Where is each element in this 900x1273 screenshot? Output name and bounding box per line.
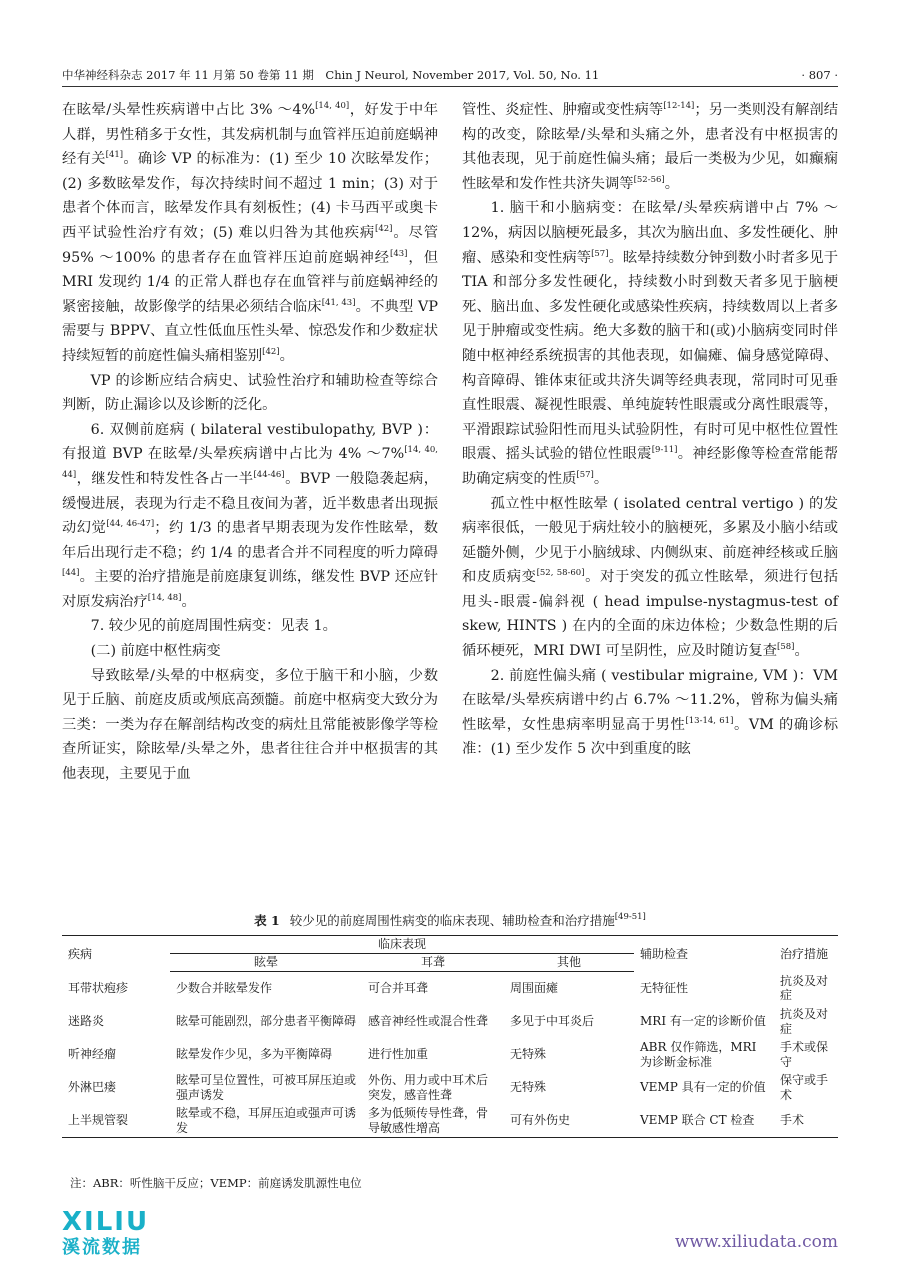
citation: [41, 43] [321, 297, 356, 308]
table-cell: 手术 [774, 1104, 838, 1138]
table-caption [62, 911, 838, 931]
table-cell: 少数合并眩晕发作 [176, 981, 273, 996]
paragraph-vp-cont: 在眩晕/头晕性疾病谱中占比 3% ～4%[14, 40]，好发于中年人群，男性稍多于女性，其发病机制与血管袢压迫前庭蜗神经有关[41]。确诊 VP 的标准为：(1) 至少 10 次眩晕发作；(2) 多数眩晕发作，每次持续时间不超过 1 min；(3) 对于患者个体而言，眩晕发作具有刻板性；(4) 卡马西平或奥卡西平试验性治疗有效；(5) 难以归咎为其他疾病[42]。尽管 95% ～100% 的患者存在血管袢压迫前庭蜗神经[43]，但 MRI 发现约 1/4 的正常人群也存在血管袢与前庭蜗神经的紧密接触，故影像学的结果必须结合临床[41, 43]。不典型 VP 需要与 BPPV、直立性低血压性头晕、惊恐发作和少数症状持续短暂的前庭性偏头痛相鉴别[42]。 [62, 101, 439, 364]
table-cell: 进行性加重 [368, 1047, 429, 1062]
column-header-hearing: 耳聋 [362, 954, 504, 972]
watermark-logo [62, 1208, 182, 1260]
column-header-treatment: 治疗措施 [774, 936, 838, 972]
citation: [14, 40] [315, 101, 350, 111]
citation: [41] [105, 150, 124, 161]
table-cell: 眩晕或不稳，耳屏压迫或强声可诱发 [170, 1104, 362, 1138]
table-cell: ABR 仅作筛选，MRI 为诊断金标准 [640, 1040, 757, 1069]
paragraph-isolated-central-vertigo: 孤立性中枢性眩晕 ( isolated central vertigo ) 的发病率很低，一般见于病灶较小的脑梗死，多累及小脑小结或延髓外侧，少见于小脑绒球、内侧纵束、前庭神经核或丘脑和皮质病变[52, 58-60]。对于突发的孤立性眩晕，须进行包括甩头-眼震-偏斜视 ( head impulse-nystagmus-test of skew, HINTS ) 在内的全面的床边体检；少数急性期的后循环梗死，MRI DWI 可呈阴性，应及时随访复查[58]。 [462, 495, 839, 660]
right-column [462, 98, 838, 762]
table-cell: 无特征性 [640, 981, 689, 995]
citation: [58] [777, 642, 795, 653]
table-cell: 手术或保守 [780, 1040, 829, 1069]
paragraph-brainstem-cerebellum: 1. 脑干和小脑病变：在眩晕/头晕疾病谱中占 7% ～12%，病因以脑梗死最多，其次为脑出血、多发性硬化、肿瘤、感染和变性病等[57]。眩晕持续数分钟到数小时者多见于 TIA 和部分多发性硬化，持续数小时到数天者多见于脑梗死、脑出血、多发性硬化或感染性疾病，持续数周以上者多见于肿瘤或变性病。绝大多数的脑干和(或)小脑病变同时伴随中枢神经系统损害的其他表现，如偏瘫、偏身感觉障碍、构音障碍、锥体束征或共济失调等经典表现，常同时可见垂直性眼震、凝视性眼震、单纯旋转性眼震或分离性眼震等，平滑跟踪试验阳性而甩头试验阴性，有时可见中枢性位置性眼震、摇头试验的错位性眼震[9-11]。神经影像等检查常能帮助确定病变的性质[57]。 [462, 200, 839, 487]
citation: [57] [591, 248, 609, 259]
page-number: · 807 · [801, 68, 838, 82]
table-cell: 外伤、用力或中耳术后突发，感音性聋 [368, 1073, 489, 1102]
paragraph-central-cont: 管性、炎症性、肿瘤或变性病等[12-14]；另一类则没有解剖结构的改变，除眩晕/头晕和头痛之外，患者没有中枢损害的其他表现，见于前庭性偏头痛；最后一类极为少见，如癫痫性眩晕和发作性共济失调等[52-56]。 [462, 101, 839, 192]
table-footnote: 注：ABR：听性脑干反应；VEMP：前庭诱发肌源性电位 [70, 1176, 362, 1190]
table-row [62, 1005, 838, 1038]
citation: [44] [62, 568, 80, 579]
paragraph-rare-peripheral: 7. 较少见的前庭周围性病变：见表 1。 [90, 618, 337, 635]
table-cell: 抗炎及对症 [780, 973, 829, 1003]
column-header-clinical: 临床表现 [170, 936, 634, 954]
citation: [14, 48] [147, 592, 182, 603]
table-cell: 无特殊 [510, 1080, 547, 1095]
journal-citation: 中华神经科杂志 2017 年 11 月第 50 卷第 11 期 Chin J Neurol, November 2017, Vol. 50, No. 11 [62, 68, 600, 82]
table-cell: 上半规管裂 [62, 1104, 170, 1138]
table-title: 较少见的前庭周围性病变的临床表现、辅助检查和治疗措施 [289, 913, 615, 928]
left-column [62, 98, 438, 787]
column-header-other: 其他 [504, 954, 634, 972]
citation: [44, 46-47] [106, 519, 155, 530]
watermark-site-url: www.xiliudata.com [674, 1232, 838, 1252]
paragraph-vp-diagnosis: VP 的诊断应结合病史、试验性治疗和辅助检查等综合判断，防止漏诊以及诊断的泛化。 [62, 372, 438, 414]
table-cell: MRI 有一定的诊断价值 [640, 1014, 766, 1029]
table-cell: 感音神经性或混合性聋 [368, 1014, 489, 1029]
citation: [57] [576, 469, 594, 480]
citation: [42] [375, 223, 393, 234]
table-cell: 外淋巴瘘 [68, 1080, 117, 1095]
citation: [49-51] [614, 912, 646, 922]
logo-wordmark: XILIU [62, 1207, 150, 1237]
table-row [62, 1071, 838, 1104]
table-cell: 耳带状疱疹 [68, 981, 129, 995]
paragraph-central-intro: 导致眩晕/头晕的中枢病变，多位于脑干和小脑，少数见于丘脑、前庭皮质或颅底高颈髓。前庭中枢病变大致分为三类：一类为存在解剖结构改变的病灶且常能被影像学等检查所证实，除眩晕/头晕之外，患者往往合并中枢损害的其他表现，主要见于血 [62, 667, 438, 783]
section-heading-central: (二) 前庭中枢性病变 [90, 643, 221, 660]
citation: [12-14] [663, 101, 695, 111]
citation: [44-46] [253, 469, 285, 480]
table-cell: 听神经瘤 [68, 1047, 117, 1062]
column-header-disease: 疾病 [62, 936, 170, 972]
table-cell: 眩晕可能剧烈，部分患者平衡障碍 [176, 1014, 357, 1029]
logo-chinese-name: 溪流数据 [62, 1237, 142, 1258]
table-cell: 多为低频传导性聋，骨导敏感性增高 [362, 1104, 504, 1138]
column-header-aux: 辅助检查 [634, 936, 774, 972]
table-cell: 保守或手术 [780, 1073, 829, 1102]
table-cell: VEMP 具有一定的价值 [640, 1080, 766, 1095]
citation: [9-11] [651, 445, 678, 456]
table-cell: 可有外伤史 [504, 1104, 634, 1138]
running-header [62, 64, 838, 87]
table-rare-peripheral-lesions [62, 935, 838, 1138]
table-cell: 可合并耳聋 [368, 981, 429, 996]
table-cell: 周围面瘫 [510, 981, 559, 996]
paragraph-bvp: 6. 双侧前庭病 ( bilateral vestibulopathy, BVP )：有报道 BVP 在眩晕/头晕疾病谱中占比为 4% ～7%[14, 40, 44]，继发性和特发性各占一半[44-46]。BVP 一般隐袭起病，缓慢进展，表现为行走不稳且夜间为著，近半数患者出现振动幻觉[44, 46-47]；约 1/3 的患者早期表现为发作性眩晕，数年后出现行走不稳；约 1/4 的患者合并不同程度的听力障碍[44]。主要的治疗措施是前庭康复训练，继发性 BVP 还应针对原发病治疗[14, 48]。 [62, 421, 438, 610]
table-cell: 眩晕可呈位置性，可被耳屏压迫或强声诱发 [176, 1073, 357, 1102]
citation: [13-14, 61] [685, 715, 734, 726]
table-cell: VEMP 联合 CT 检查 [634, 1104, 774, 1138]
table-row [62, 972, 838, 1006]
citation: [42] [262, 346, 280, 357]
table-cell: 抗炎及对症 [780, 1007, 829, 1036]
table-cell: 多见于中耳炎后 [510, 1014, 595, 1029]
table-cell: 眩晕发作少见，多为平衡障碍 [176, 1047, 333, 1062]
column-header-vertigo: 眩晕 [170, 954, 362, 972]
paragraph-vestibular-migraine: 2. 前庭性偏头痛 ( vestibular migraine, VM )：VM 在眩晕/头晕疾病谱中约占 6.7% ～11.2%，曾称为偏头痛性眩晕，女性患病率明显高于男性[13-14, 61]。VM 的确诊标准：(1) 至少发作 5 次中到重度的眩 [462, 667, 839, 758]
citation: [52, 58-60] [536, 568, 585, 579]
citation: [14, 40, 44] [62, 445, 438, 480]
citation: [52-56] [633, 174, 665, 185]
table-row [62, 1104, 838, 1138]
table-cell: 迷路炎 [68, 1014, 105, 1029]
table-cell: 无特殊 [510, 1047, 547, 1062]
citation: [43] [390, 248, 408, 259]
table-number: 表 1 [254, 913, 280, 928]
table-row [62, 1038, 838, 1071]
